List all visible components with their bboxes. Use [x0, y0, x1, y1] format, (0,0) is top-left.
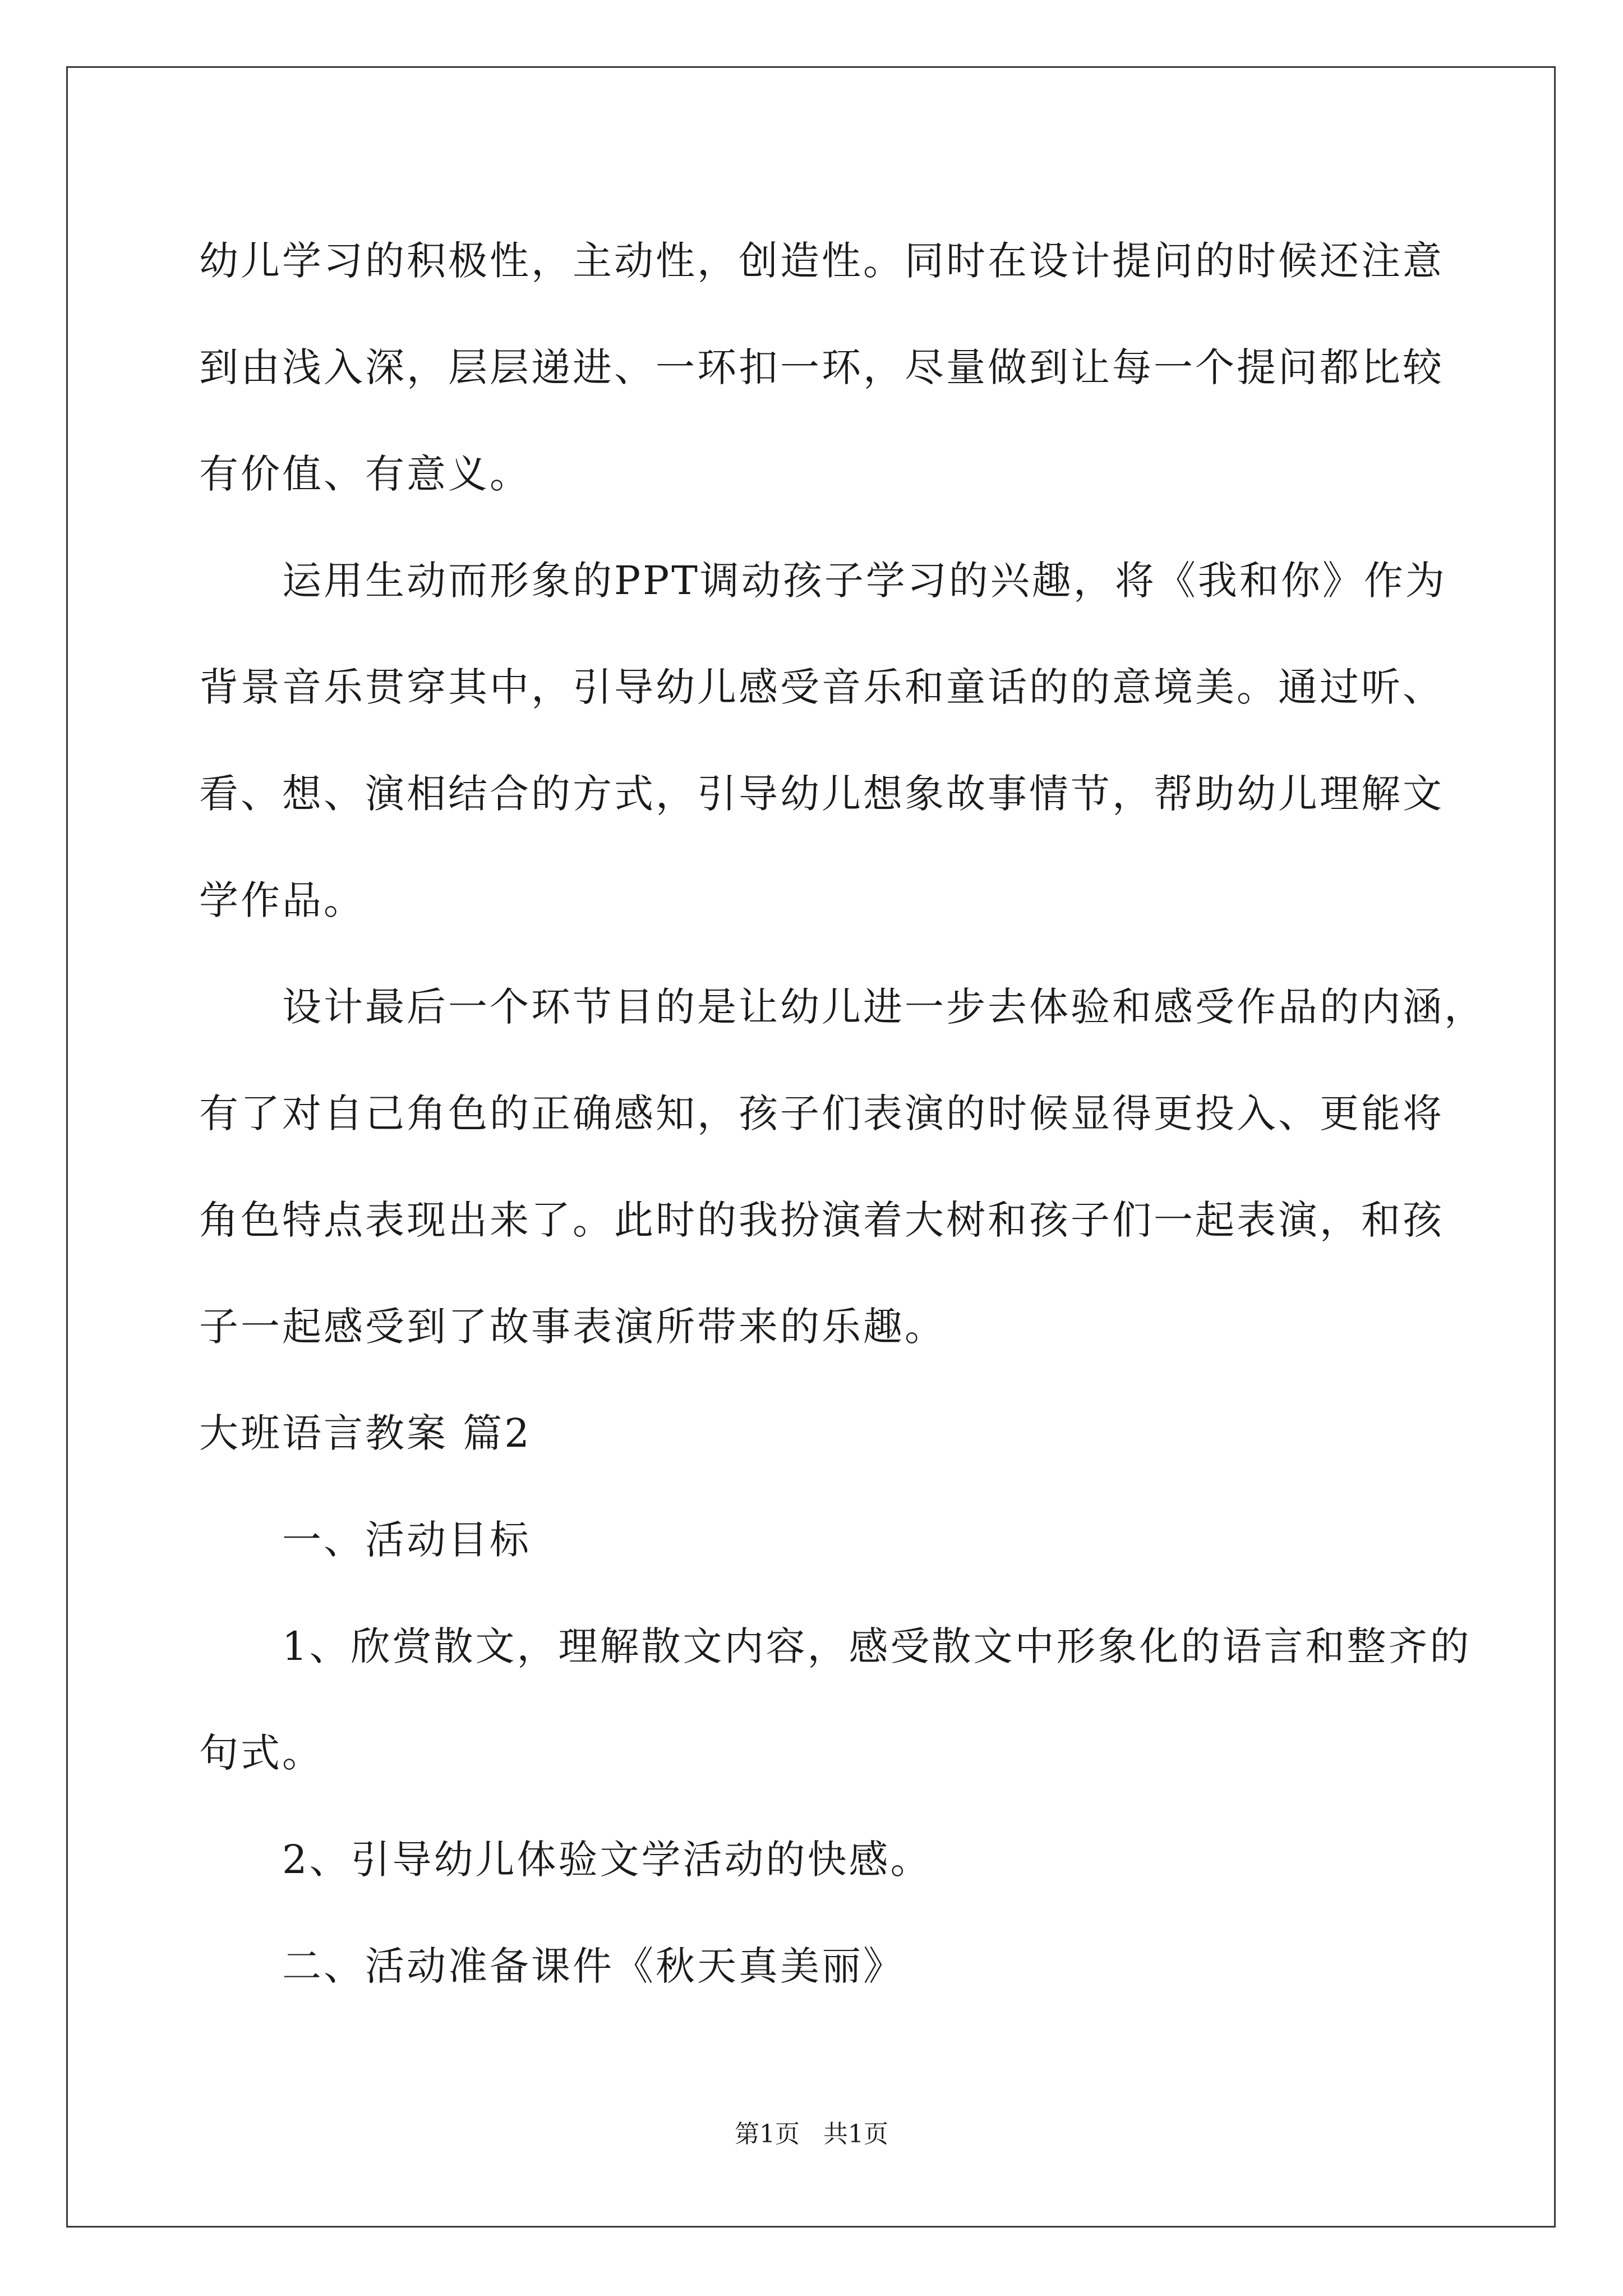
- text-line: 运用生动而形象的PPT调动孩子学习的兴趣，将《我和你》作为: [282, 558, 1447, 604]
- text-line: 设计最后一个环节目的是让幼儿进一步去体验和感受作品的内涵，: [282, 984, 1486, 1030]
- text-line: 幼儿学习的积极性，主动性，创造性。同时在设计提问的时候还注意: [199, 238, 1444, 284]
- section-heading: 大班语言教案 篇2: [199, 1410, 532, 1456]
- text-line: 学作品。: [199, 877, 365, 923]
- page-footer: [0, 2118, 1623, 2151]
- text-line: 有价值、有意义。: [199, 451, 531, 497]
- text-line: 1、欣赏散文，理解散文内容，感受散文中形象化的语言和整齐的: [282, 1623, 1472, 1669]
- document-body: [199, 208, 1486, 2019]
- text-line: 二、活动准备课件《秋天真美丽》: [282, 1943, 905, 1989]
- page-number-total: 共1页: [823, 2120, 888, 2148]
- text-line: 背景音乐贯穿其中，引导幼儿感受音乐和童话的的意境美。通过听、: [199, 664, 1444, 710]
- text-line: 到由浅入深，层层递进、一环扣一环，尽量做到让每一个提问都比较: [199, 344, 1444, 390]
- text-line: 有了对自己角色的正确感知，孩子们表演的时候显得更投入、更能将: [199, 1091, 1444, 1137]
- text-line: 句式。: [199, 1730, 324, 1776]
- text-line: 2、引导幼儿体验文学活动的快感。: [282, 1837, 932, 1883]
- text-line: 看、想、演相结合的方式，引导幼儿想象故事情节，帮助幼儿理解文: [199, 771, 1444, 817]
- page-number-current: 第1页: [735, 2120, 800, 2148]
- text-line: 子一起感受到了故事表演所带来的乐趣。: [199, 1304, 946, 1350]
- text-line: 一、活动目标: [282, 1517, 531, 1563]
- text-line: 角色特点表现出来了。此时的我扮演着大树和孩子们一起表演，和孩: [199, 1197, 1444, 1243]
